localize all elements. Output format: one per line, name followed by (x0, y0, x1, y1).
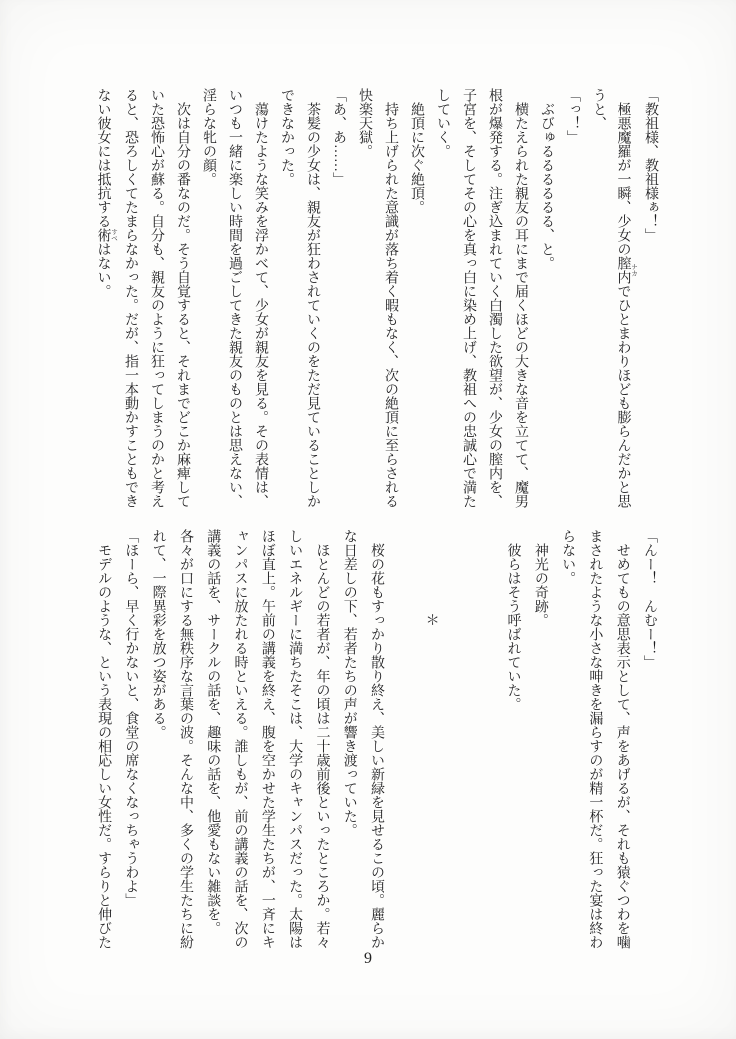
text-column: 「んー！ んむー！」 (642, 529, 657, 669)
text-column: 各々が口にする無秩序な言葉の波。そんな中、多くの学生たちに紛 (177, 529, 193, 949)
text-column: いた恐怖心が蘇る。自分も、親友のように狂ってしまうのかと考え (149, 88, 164, 508)
text-column: いつも一緒に楽しい時間を過ごしてきた親友のものとは思えない、 (227, 88, 242, 508)
text-block-top (91, 88, 663, 514)
text-column: モデルのような、という表現の相応しい女性だ。すらりと伸びた (96, 529, 112, 949)
blank-column (445, 529, 472, 953)
page-number: 9 (364, 950, 372, 967)
text-column: ャンパスに放たれる時といえる。誰しもが、前の講義の話を、次の (232, 529, 248, 949)
text-column: できなかった。 (279, 88, 294, 186)
text-column: ほとんどの若者が、年の頃は二十歳前後といったところか。若々 (314, 529, 330, 949)
text-column: 横たえられた親友の耳にまで届くほどの大きな音を立てて、魔男 (513, 88, 528, 508)
section-divider: ＊ (423, 529, 439, 627)
text-column: 桜の花もすっかり散り終え、美しい新緑を見せるこの頃。麗らか (369, 529, 385, 949)
text-column: 講義の話を、サークルの話を、趣味の話を、他愛もない雑談を。 (205, 529, 221, 935)
text-column: ぶびゅるるるるるる、と。 (539, 88, 554, 270)
blank-column (390, 529, 417, 953)
text-column: していく。 (435, 88, 450, 158)
text-column: 子宮を、そしてその心を真っ白に染め上げ、教祖への忠誠心で満た (461, 88, 476, 508)
text-column: しいエネルギーに満ちたそこは、大学のキャンパスだった。太陽は (287, 529, 303, 949)
text-column: 持ち上げられた意識が落ち着く暇もなく、次の絶頂に至らされる (383, 88, 398, 508)
text-column: ない彼女には抵抗する術 すべはない。 (95, 88, 117, 298)
text-block-bottom (90, 529, 663, 955)
text-column: 極悪魔羅が一瞬、少女の膣内 ナカでひとまわりほども膨らんだかと思 (615, 88, 637, 508)
text-column: 根が爆発する。注ぎ込まれていく白濁した欲望が、少女の膣内を、 (487, 88, 502, 508)
text-column: 快楽天獄。 (357, 88, 372, 158)
text-column: せめてもの意思表示として、声をあげるが、それも猿ぐつわを噛 (614, 529, 630, 949)
text-column: まされたような小さな呻きを漏らすのが精一杯だ。狂った宴は終わ (587, 529, 603, 949)
text-column: 彼らはそう呼ばれていた。 (505, 529, 521, 711)
text-column: 絶頂に次ぐ絶頂。 (409, 88, 424, 214)
text-column: な日差しの下、若者たちの声が響き渡っていた。 (341, 529, 357, 837)
text-column: ほぼ直上。午前の講義を終え、腹を空かせた学生たちが、一斉にキ (259, 529, 275, 949)
text-column: 淫らな牝の顔。 (201, 88, 216, 186)
text-column: 神光の奇跡。 (532, 529, 548, 627)
text-column: 「あ、あ……」 (331, 88, 346, 186)
text-column: ると、恐ろしくてたまらなかった。だが、指一本動かすこともでき (123, 88, 138, 508)
text-column: 「っ！」 (565, 88, 580, 144)
text-column: れて、一際異彩を放つ姿がある。 (150, 529, 166, 739)
text-column: 次は自分の番なのだ。そう自覚すると、それまでどこか麻痺して (175, 88, 190, 508)
text-column: うと、 (591, 88, 606, 130)
text-column: 「ほーら、早く行かないと、食堂の席なくなっちゃうわよ」 (123, 529, 139, 907)
blank-column (472, 529, 499, 953)
text-column: 「教祖様、教祖様ぁ！」 (643, 88, 658, 242)
text-column: 茶髪の少女は、親友が狂わされていくのをただ見ていることしか (305, 88, 320, 508)
text-column: 蕩けたような笑みを浮かべて、少女が親友を見る。その表情は、 (253, 88, 268, 508)
text-column: らない。 (560, 529, 576, 585)
